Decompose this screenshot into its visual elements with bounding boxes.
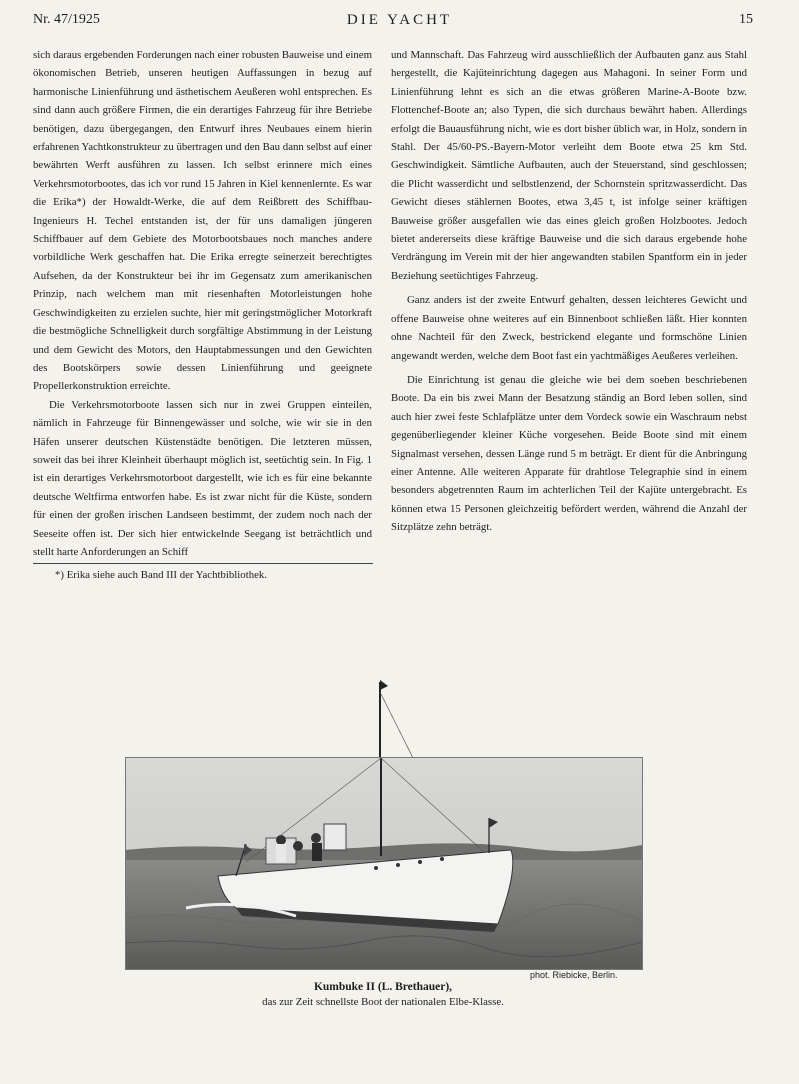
journal-title: DIE YACHT — [346, 12, 453, 28]
paragraph: Ganz anders ist der zweite Entwurf gehalten, dessen leichteres Gewicht und offene Bauweise ohne weiteres auf ein Binnenboot schließen läßt. Hier konnten ohne Nachteil für den Zweck, bestrickend elegante und formschöne Linien angewandt werden, welche dem Boot fast ein yachtmäßiges Aeußeres verleihen. — [391, 294, 747, 362]
caption-text: das zur Zeit schnellste Boot der nationalen Elbe-Klasse. — [262, 996, 504, 1008]
issue-number: Nr. 47/1925 — [33, 12, 100, 27]
boat-photo — [125, 757, 643, 970]
paragraph: Die Verkehrsmotorboote lassen sich nur in zwei Gruppen einteilen, nämlich in Fahrzeuge für Binnengewässer und solche, wie wir sie in den Häfen unserer deutschen Küstenstädte benötigen. Die letzteren müssen, soweit das bei ihrer Kleinheit überhaupt möglich ist, seetüchtig sein. In Fig. 1 ist ein derartiges Verkehrsmotorboot dargestellt, wie ich es für eine bekannte deutsche Weltfirma entworfen habe. Es ist zwar nicht für die Küste, sondern für einen der großen irischen Landseen bestimmt, der zudem noch nach der Seeseite offen ist. Der sich hier entwickelnde Seegang ist beträchtlich und stellt harte Anforderungen an Schiff — [33, 398, 372, 558]
paragraph: sich daraus ergebenden Forderungen nach einer robusten Bauweise und einem ökonomischen Betrieb, unseren heutigen Auffassungen in bezug auf harmonische Linienführung und ästhetischem Aeußeren wohl entsprechen. Es sind dann auch größere Firmen, die ein derartiges Fahrzeug für ihre Betriebe benötigen, dazu übergegangen, den Entwurf ihres Neubaues einem hierin erfahrenen Yachtkonstrukteur zu übertragen und den Bau dann selbst auf einer bewährten Werft ausführen zu lassen. Ich selbst erinnere mich eines Verkehrsmotorbootes, das ich vor rund 15 Jahren in Kiel kennenlernte. Es war die Erika*) der Howaldt-Werke, die auf dem Reißbrett des Schiffbau-Ingenieurs H. Techel entstanden ist, der für uns damaligen jüngeren Schiffbauer auf dem Gebiete des Motorbootsbaues noch manches andere vorbildliche Werk geschaffen hat. Die Erika erregte seinerzeit berechtigtes Aufsehen, da der Konstrukteur bei ihr im Gegensatz zum amerikanischen Prinzip, nach welchem man mit riesenhaften Motorleistungen hohe Geschwindigkeiten zu erzielen suchte, hier mit geringstmöglicher Motorkraft die bestmögliche Schnelligkeit durch sorgfältige Abstimmung in der Leistung und dem Gewicht des Motors, den Hauptabmessungen und den Gewichten des Bootskörpers sowie dessen Linienführung und geeignete Propellerkonstruktion erreichte. — [33, 49, 372, 393]
footnote: *) Erika siehe auch Band III der Yachtbibliothek. — [55, 569, 267, 582]
photo-credit: phot. Riebicke, Berlin. — [530, 970, 618, 980]
left-column — [33, 46, 372, 585]
paragraph: Die Einrichtung ist genau die gleiche wie bei dem soeben beschriebenen Boote. Da ein bis zwei Mann der Besatzung ständig an Bord leben sollen, sind auch hier zwei feste Schlafplätze unter dem Vordeck sowie ein Waschraum nebst gegenüberliegender kleiner Küche vorgesehen. Beide Boote sind mit einem Signalmast versehen, dessen Länge rund 5 m beträgt. Er dient für die Anbringung einer Antenne. Alle weiteren Apparate für drahtlose Telegraphie sind in einem besonders abgetrennten Raum im achterlichen Teil der Kajüte untergebracht. Es können etwa 15 Personen gleichzeitig befördert werden, während die Anzahl der Sitzplätze zehn beträgt. — [391, 373, 747, 534]
right-column — [391, 46, 747, 537]
paragraph: und Mannschaft. Das Fahrzeug wird ausschließlich der Aufbauten ganz aus Stahl hergestellt, die Kajüteinrichtung dagegen aus Mahagoni. In seiner Form und Linienführung lehnt es sich an die etwas größeren Marine-A-Boote bzw. Flottenchef-Boote an; also Typen, die sich durchaus bewährt haben. Allerdings erfolgt die Bauausführung nicht, wie es dort bisher üblich war, in Holz, sondern in Stahl. Der 45/60-PS.-Bayern-Motor verleiht dem Boote etwa 25 km Std. Geschwindigkeit. Sämtliche Aufbauten, auch der Steuerstand, sind geschlossen; die Plicht wasserdicht und selbstlenzend, der Schornstein spritzwasserdicht. Das Gewicht dieses stählernen Bootes, etwa 3,45 t, ist infolge seiner kräftigen Bauweise größer ausgefallen wie das eines gleich großen Holzbootes. Jedoch bietet andererseits diese kräftige Bauweise und die sich daraus ergebende hohe Verdrängung im Verein mit der hier angewandten stabilen Spantform ein in jeder Beziehung seetüchtiges Fahrzeug. — [391, 49, 747, 282]
mast-top — [360, 672, 420, 762]
page-number: 15 — [739, 12, 753, 27]
caption-title: Kumbuke II (L. Brethauer), — [313, 981, 453, 993]
footnote-rule — [33, 563, 373, 564]
